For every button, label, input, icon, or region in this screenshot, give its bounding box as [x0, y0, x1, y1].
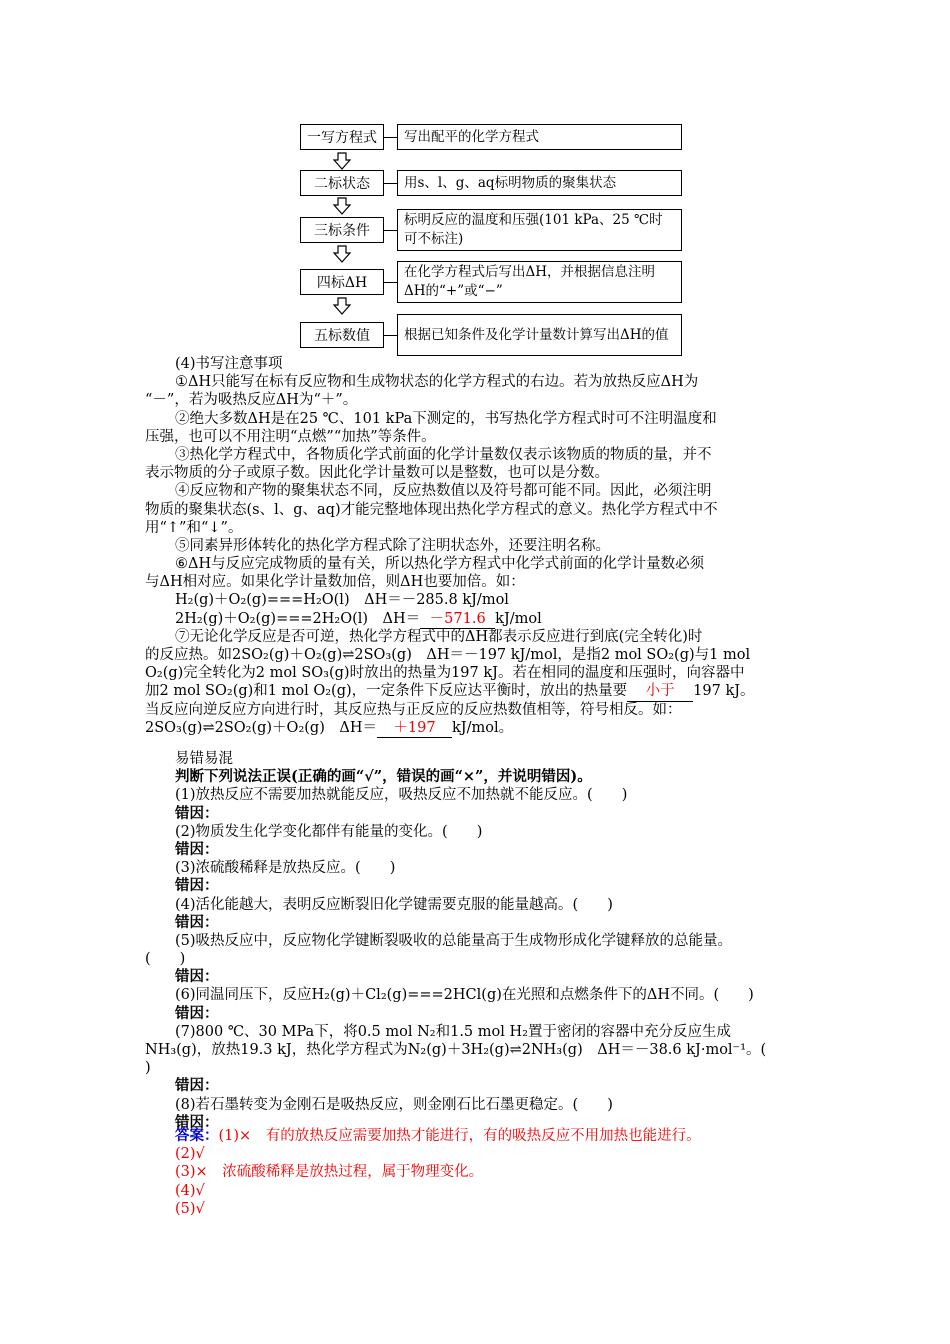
question-7-line-1: (7)800 ℃、30 MPa下，将0.5 mol N₂和1.5 mol H₂置于密闭的容器中充分反应生成	[175, 1023, 731, 1040]
note-6-line-1: ⑥ΔH与反应完成物质的量有关，所以热化学方程式中化学式前面的化学计量数必须	[175, 556, 705, 573]
question-4: (4)活化能越大，表明反应断裂旧化学键需要克服的能量越高。( )	[175, 896, 613, 913]
note-3-line-2: 表示物质的分子或原子数。因此化学计量数可以是整数，也可以是分数。	[145, 465, 609, 482]
question-8: (8)若石墨转变为金刚石是吸热反应，则金刚石比石墨更稳定。( )	[175, 1096, 613, 1113]
note-5: ⑤同素异形体转化的热化学方程式除了注明状态外，还要注明名称。	[175, 537, 610, 554]
equation-3-text: 2SO₃(g)⇌2SO₂(g)＋O₂(g) ΔH＝	[145, 719, 377, 736]
note-7-line-5: 当反应向逆反应方向进行时，其反应热与正反应的反应热数值相等，符号相反。如：	[145, 701, 682, 718]
connector-line	[384, 282, 397, 283]
answer-1-text: (1)× 有的放热反应需要加热才能进行，有的吸热反应不用加热也能进行。	[218, 1128, 701, 1144]
error-cause-label: 错因：	[175, 804, 219, 822]
error-cause-label: 错因：	[175, 1077, 219, 1095]
fill-blank-answer: －571.6	[420, 610, 495, 629]
equation-1: H₂(g)＋O₂(g)===H₂O(l) ΔH＝－285.8 kJ/mol	[175, 592, 509, 609]
error-cause-label: 错因：	[175, 840, 219, 858]
flow-step-desc: 在化学方程式后写出ΔH，并根据信息注明ΔH的“+”或“−”	[397, 261, 682, 303]
flow-step-2	[300, 170, 682, 196]
error-cause-label: 错因：	[175, 968, 219, 986]
quiz-instructions: 判断下列说法正误(正确的画“√”，错误的画“×”，并说明错因)。	[175, 768, 592, 786]
down-arrow-icon	[333, 152, 351, 170]
connector-line	[384, 335, 397, 336]
connector-line	[384, 137, 397, 138]
flow-step-label: 四标ΔH	[300, 269, 384, 295]
note-7-line-4	[145, 682, 810, 700]
question-5-line-2: ( )	[145, 951, 186, 968]
note-7-line-1: ⑦无论化学反应是否可逆，热化学方程式中的ΔH都表示反应进行到底(完全转化)时	[175, 628, 703, 645]
answer-label: 答案：	[175, 1127, 219, 1144]
fill-blank-answer: 小于	[627, 682, 693, 701]
equation-2-unit: kJ/mol	[495, 610, 542, 627]
question-6: (6)同温同压下，反应H₂(g)＋Cl₂(g)===2HCl(g)在光照和点燃条件下的ΔH不同。( )	[175, 987, 754, 1004]
quiz-title: 易错易混	[175, 751, 233, 767]
notes-section	[145, 355, 810, 737]
note-6-line-2: 与ΔH相对应。如果化学计量数加倍，则ΔH也要加倍。如：	[145, 574, 525, 591]
fill-blank-answer: ＋197	[377, 719, 452, 738]
note-7-line-2: 的反应热。如2SO₂(g)＋O₂(g)⇌2SO₃(g) ΔH＝－197 kJ/mol，是指2 mol SO₂(g)与1 mol	[145, 647, 751, 663]
note-2-line-2: 压强，也可以不用注明“点燃”“加热”等条件。	[145, 428, 436, 445]
flow-step-3	[300, 209, 682, 251]
flow-step-desc: 写出配平的化学方程式	[397, 124, 682, 150]
note-1-line-2: “－”，若为吸热反应ΔH为“＋”。	[145, 392, 358, 409]
flow-step-desc: 标明反应的温度和压强(101 kPa、25 ℃时可不标注)	[397, 209, 682, 251]
note-2-line-1: ②绝大多数ΔH是在25 ℃、101 kPa下测定的，书写热化学方程式时可不注明温度和	[175, 410, 717, 427]
question-3: (3)浓硫酸稀释是放热反应。( )	[175, 860, 396, 877]
answer-2: (2)√	[175, 1146, 205, 1163]
flow-step-5	[300, 314, 682, 356]
answer-5: (5)√	[175, 1200, 205, 1217]
note-1-line-1: ①ΔH只能写在标有反应物和生成物状态的化学方程式的右边。若为放热反应ΔH为	[175, 374, 699, 391]
section-heading: (4)书写注意事项	[175, 356, 283, 372]
flow-step-desc: 根据已知条件及化学计量数计算写出ΔH的值	[397, 314, 682, 356]
equation-2-text: 2H₂(g)＋O₂(g)===2H₂O(l) ΔH＝	[175, 610, 421, 627]
error-cause-label: 错因：	[175, 1004, 219, 1022]
question-1: (1)放热反应不需要加热就能反应，吸热反应不加热就不能反应。( )	[175, 787, 628, 804]
error-cause-label: 错因：	[175, 913, 219, 931]
note-7-line-3: O₂(g)完全转化为2 mol SO₃(g)时放出的热量为197 kJ。若在相同的温度和压强时，向容器中	[145, 665, 745, 682]
flow-step-label: 三标条件	[300, 217, 384, 243]
error-cause-label: 错因：	[175, 1113, 219, 1131]
flow-step-1	[300, 124, 682, 150]
equation-3-unit: kJ/mol。	[451, 719, 514, 736]
flow-step-4	[300, 261, 682, 303]
note-7-line-6	[145, 719, 810, 737]
down-arrow-icon	[333, 297, 351, 315]
note-4-line-2: 物质的聚集状态(s、l、g、aq)才能完整地体现出热化学方程式的意义。热化学方程式中不	[145, 501, 718, 518]
flow-chart	[300, 124, 682, 356]
question-2: (2)物质发生化学变化都伴有能量的变化。( )	[175, 823, 483, 840]
quiz-section	[145, 750, 810, 1132]
question-7-line-3: )	[145, 1060, 151, 1077]
equation-2	[145, 610, 810, 628]
answer-3: (3)× 浓硫酸稀释是放热过程，属于物理变化。	[175, 1164, 484, 1181]
flow-step-label: 一写方程式	[300, 124, 384, 150]
question-5-line-1: (5)吸热反应中，反应物化学键断裂吸收的总能量高于生成物形成化学键释放的总能量。	[175, 932, 733, 949]
error-cause-label: 错因：	[175, 877, 219, 895]
connector-line	[384, 183, 397, 184]
note-3-line-1: ③热化学方程式中，各物质化学式前面的化学计量数仅表示该物质的物质的量，并不	[175, 446, 712, 463]
answers-section	[145, 1127, 810, 1218]
note-7-text-end: 197 kJ。	[693, 683, 755, 700]
flow-step-label: 二标状态	[300, 170, 384, 196]
note-7-text: 加2 mol SO₂(g)和1 mol O₂(g)，一定条件下反应达平衡时，放出的热量要	[145, 683, 628, 700]
answer-1	[145, 1127, 810, 1145]
connector-line	[384, 230, 397, 231]
answer-4: (4)√	[175, 1182, 205, 1199]
flow-step-label: 五标数值	[300, 322, 384, 348]
question-7-line-2: NH₃(g)，放热19.3 kJ，热化学方程式为N₂(g)＋3H₂(g)⇌2NH₃(g) ΔH＝－38.6 kJ·mol⁻¹。(	[145, 1042, 767, 1058]
flow-step-desc: 用s、l、g、aq标明物质的聚集状态	[397, 170, 682, 196]
note-4-line-1: ④反应物和产物的聚集状态不同，反应热数值以及符号都可能不同。因此，必须注明	[175, 483, 712, 500]
note-4-line-3: 用“↑”和“↓”。	[145, 519, 243, 536]
